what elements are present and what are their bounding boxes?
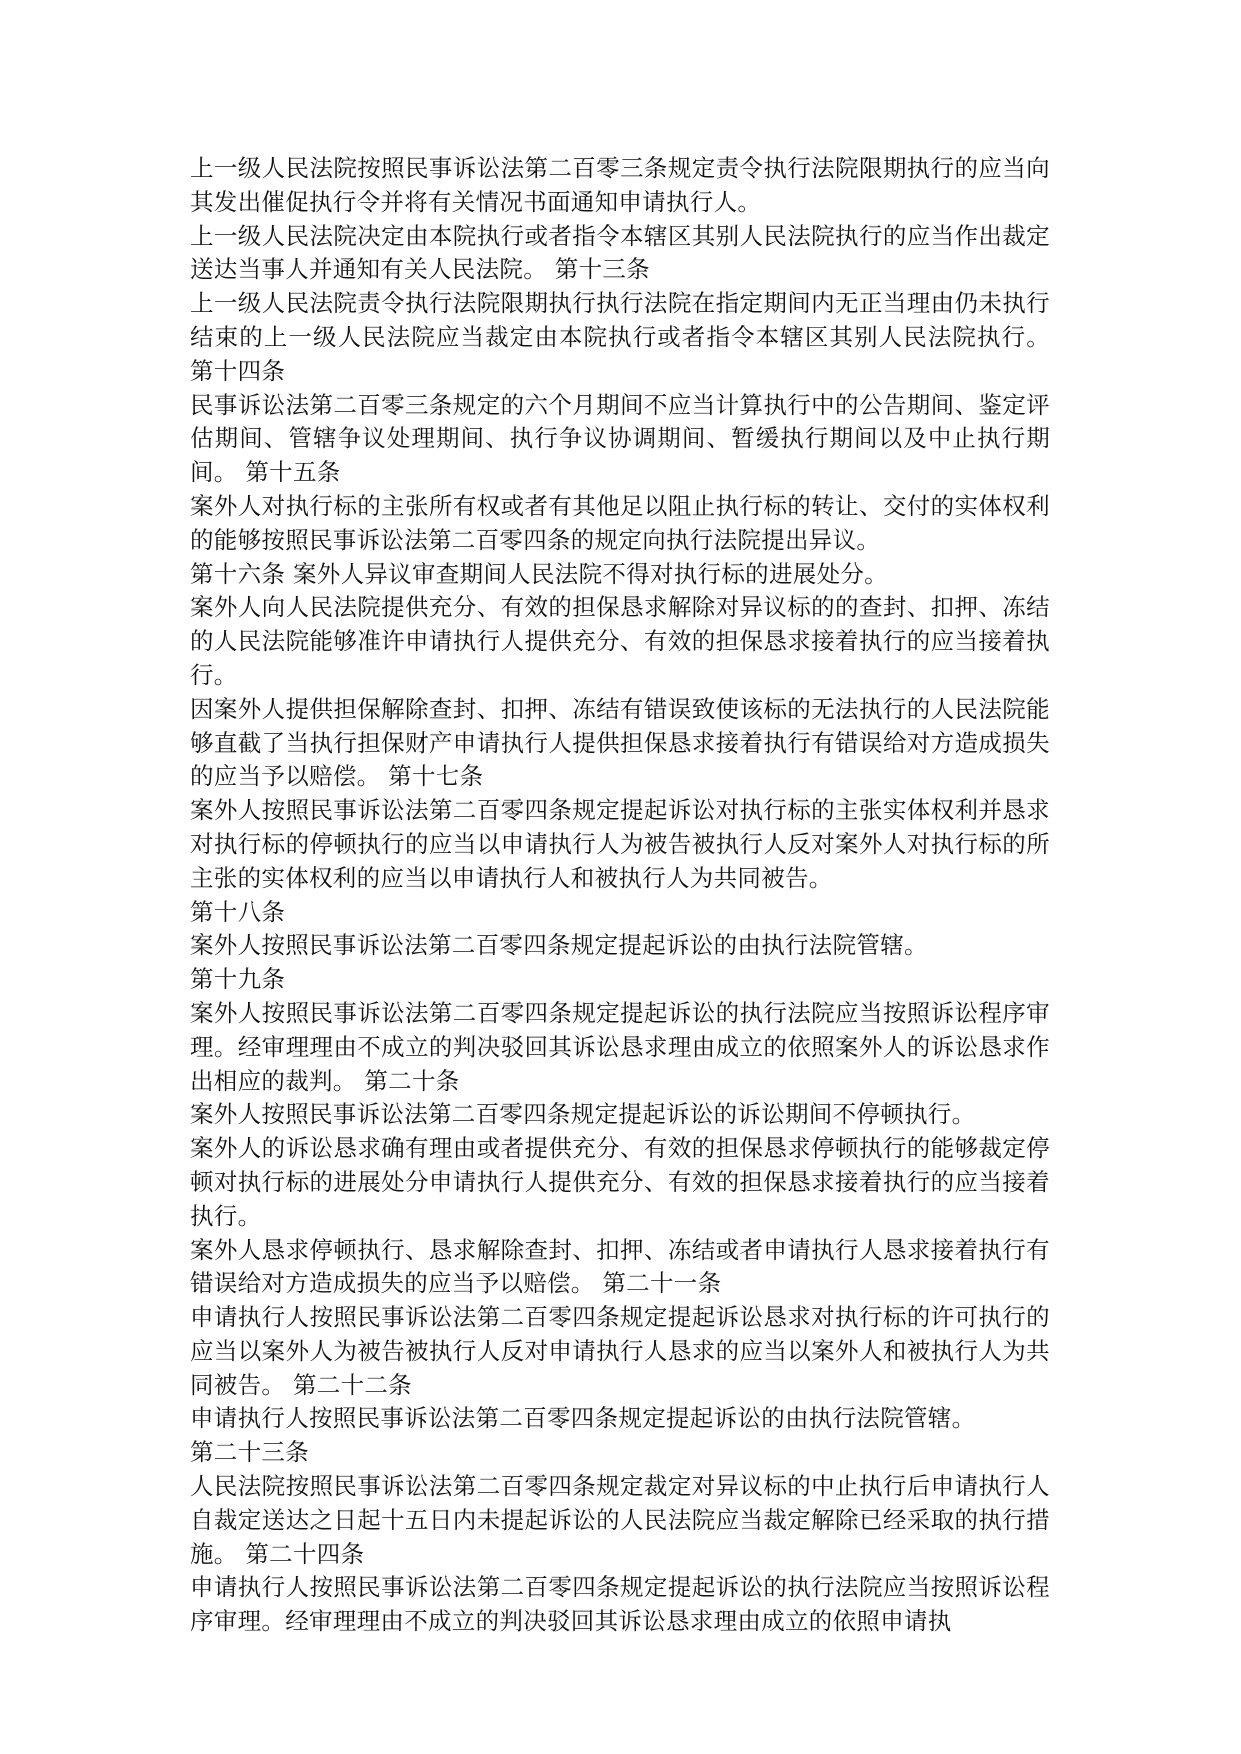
paragraph: 案外人按照民事诉讼法第二百零四条规定提起诉讼的由执行法院管辖。 — [190, 931, 928, 960]
paragraph: 申请执行人按照民事诉讼法第二百零四条规定提起诉讼的由执行法院管辖。 — [190, 1404, 976, 1433]
paragraph: 案外人恳求停顿执行、恳求解除查封、扣押、冻结或者申请执行人恳求接着执行有错误给对方造成损失的应当予以赔偿。 第二十一条 — [190, 1235, 1050, 1298]
paragraph: 因案外人提供担保解除查封、扣押、冻结有错误致使该标的无法执行的人民法院能够直截了当执行担保财产申请执行人提供担保恳求接着执行有错误给对方造成损失的应当予以赔偿。 第十七条 — [190, 694, 1050, 791]
paragraph: 案外人对执行标的主张所有权或者有其他足以阻止执行标的转让、交付的实体权利的能够按照民事诉讼法第二百零四条的规定向执行法院提出异议。 — [190, 491, 1050, 554]
paragraph: 上一级人民法院责令执行法院限期执行执行法院在指定期间内无正当理由仍未执行结束的上一级人民法院应当裁定由本院执行或者指令本辖区其别人民法院执行。 第十四条 — [190, 289, 1050, 385]
paragraph: 案外人按照民事诉讼法第二百零四条规定提起诉讼的诉讼期间不停顿执行。 — [190, 1100, 976, 1129]
paragraph: 第十六条 案外人异议审查期间人民法院不得对执行标的进展处分。 — [190, 559, 888, 588]
paragraph: 案外人的诉讼恳求确有理由或者提供充分、有效的担保恳求停顿执行的能够裁定停顿对执行标的进展处分申请执行人提供充分、有效的担保恳求接着执行的应当接着执行。 — [190, 1134, 1050, 1230]
paragraph: 上一级人民法院决定由本院执行或者指令本辖区其别人民法院执行的应当作出裁定送达当事人并通知有关人民法院。 第十三条 — [190, 221, 1050, 284]
paragraph: 申请执行人按照民事诉讼法第二百零四条规定提起诉讼的执行法院应当按照诉讼程序审理。经审理理由不成立的判决驳回其诉讼恳求理由成立的依照申请执 — [190, 1573, 1050, 1636]
paragraph: 人民法院按照民事诉讼法第二百零四条规定裁定对异议标的中止执行后申请执行人自裁定送达之日起十五日内未提起诉讼的人民法院应当裁定解除已经采取的执行措施。 第二十四条 — [190, 1472, 1050, 1568]
paragraph: 民事诉讼法第二百零三条规定的六个月期间不应当计算执行中的公告期间、鉴定评估期间、管辖争议处理期间、执行争议协调期间、暂缓执行期间以及中止执行期间。 第十五条 — [190, 390, 1050, 487]
paragraph: 案外人按照民事诉讼法第二百零四条规定提起诉讼的执行法院应当按照诉讼程序审理。经审理理由不成立的判决驳回其诉讼恳求理由成立的依照案外人的诉讼恳求作出相应的裁判。 第二十条 — [190, 998, 1050, 1095]
article-heading: 第二十三条 — [190, 1438, 309, 1467]
article-heading: 第十九条 — [190, 965, 286, 994]
paragraph: 上一级人民法院按照民事诉讼法第二百零三条规定责令执行法院限期执行的应当向其发出催促执行令并将有关情况书面通知申请执行人。 — [190, 154, 1050, 216]
document-body — [190, 152, 1050, 1639]
paragraph: 申请执行人按照民事诉讼法第二百零四条规定提起诉讼恳求对执行标的许可执行的应当以案外人为被告被执行人反对申请执行人恳求的应当以案外人和被执行人为共同被告。 第二十二条 — [190, 1303, 1050, 1399]
article-heading: 第十八条 — [190, 897, 286, 926]
paragraph: 案外人向人民法院提供充分、有效的担保恳求解除对异议标的的查封、扣押、冻结的人民法院能够准许申请执行人提供充分、有效的担保恳求接着执行的应当接着执行。 — [190, 593, 1050, 689]
paragraph: 案外人按照民事诉讼法第二百零四条规定提起诉讼对执行标的主张实体权利并恳求对执行标的停顿执行的应当以申请执行人为被告被执行人反对案外人对执行标的所主张的实体权利的应当以申请执行人和被执行人为共同被告。 — [190, 796, 1050, 892]
